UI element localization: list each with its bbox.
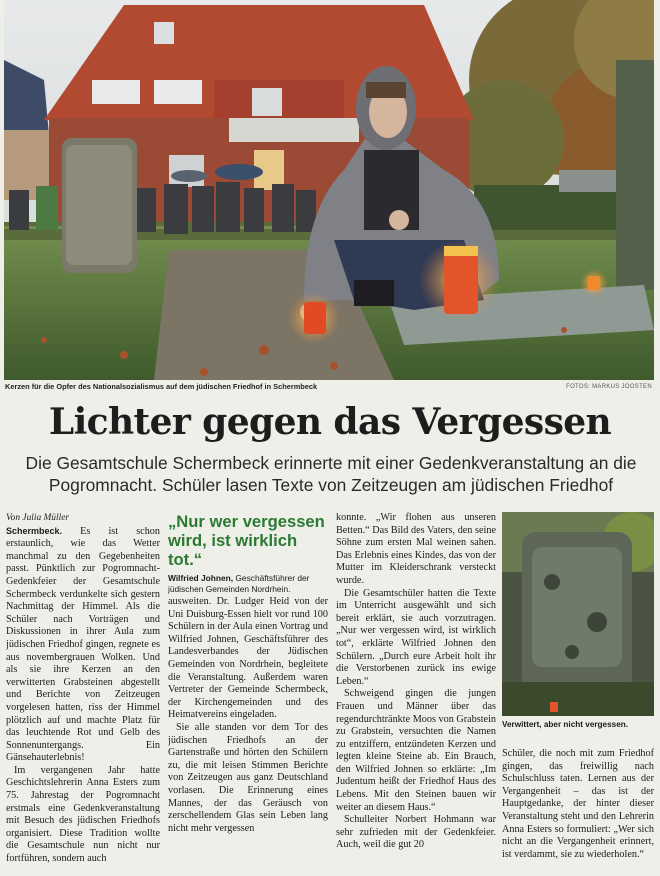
paragraph-text: Es ist schon erstaunlich, wie das Wetter manchmal zu den Gegebenheiten passt. Pünktlich zur Pogromnacht-Gedenkfeier der Gesamtschule Schermbeck verdunkelte sich gestern Nachmittag der Himmel. Als die Schüler nach Vorträgen und Diskussionen in ihrer Aula zum jüdischen Friedhof gingen, regnete es aus novembergrauen Wolken. Und als sie ihre Kerzen an den verwitterten Grabsteinen abgestellt und Berichte von Zeitzeugen vorgelesen hatten, riss der Himmel plötzlich auf und machte Platz für das leuchtende Rot und Gelb des Sonnenuntergangs. Ein Gänsehauterlebnis! (6, 525, 160, 764)
paragraph (6, 525, 160, 765)
gravestone-image (502, 512, 654, 716)
paragraph: Im vergangenen Jahr hatte Geschichtslehrerin Anna Esters zum 75. Jahrestag der Pogromnacht erstmals eine Gedenkveranstaltung mit Besuch des jüdischen Friedhofs organisiert. Diese Tradition wollte die Gesamtschule nun nicht nur fortführen, sondern auch (6, 764, 160, 865)
pull-quote: „Nur wer vergessen wird, ist wirklich tot.“ (168, 512, 325, 569)
hero-photo (4, 0, 654, 380)
side-photo-caption: Verwittert, aber nicht vergessen. (502, 720, 629, 729)
paragraph: Schüler, die noch mit zum Friedhof gingen, das freiwillig nach Schulschluss taten. Lernen aus der Vergangenheit – das ist der Hauptgedanke, der hinter dieser Veranstaltung steht und den Lehrerin Anna Esters so formuliert: „Wer sich nicht an die Vergangenheit erinnert, ist verdammt, sie zu wiederholen.“ (502, 748, 654, 860)
paragraph: Sie alle standen vor dem Tor des jüdischen Friedhofs an der Gartenstraße und hörten den Schülern zu, die mit leisen Stimmen Berichte von Zeitzeugen aus ganz Deutschland vorlasen. Die Erinnerung eines Mannes, der das Geräusch von zerschellendem Glas sein Leben lang nicht mehr vergessen (168, 721, 328, 834)
article-subhead: Die Gesamtschule Schermbeck erinnerte mit einer Gedenkveranstaltung an die Pogromnacht. Schüler lasen Texte von Zeitzeugen am jüdischen Friedhof (25, 453, 637, 495)
byline: Von Julia Müller (6, 513, 70, 523)
quote-author: Wilfried Johnen, (168, 573, 234, 583)
paragraph: ausweiten. Dr. Ludger Heid von der Uni Duisburg-Essen hielt vor rund 100 Schülern in der Aula einen Vortrag und Wilfried Johnen, Geschäftsführer des Landesverbandes der Jüdischen Gemeinden von Nordrhein, begleitete die Veranstaltung. Außerdem waren Vertreter der Gemeinde Schermbeck, der Kirchengemeinden und des Heimatvereins eingeladen. (168, 596, 328, 721)
paragraph: Schulleiter Norbert Hohmann war sehr zufrieden mit der Gedenkfeier. Auch, weil die gut 20 (336, 814, 496, 851)
article-column-2 (168, 596, 328, 876)
dateline: Schermbeck. (6, 525, 63, 536)
article-column-4 (502, 748, 654, 876)
paragraph: Die Gesamtschüler hatten die Texte im Unterricht ausgewählt und sich bereit erklärt, sie auch vorzutragen. „Nur wer vergessen wird, ist wirklich tot“, erklärte Wilfried Johnen den Schülern. „Durch eure Arbeit holt ihr die Verstorbenen zurück ins ewige Leben.“ (336, 587, 496, 687)
article-headline: Lichter gegen das Vergessen (48, 401, 612, 443)
candle-small-icon (304, 302, 326, 334)
article-column-3 (336, 512, 496, 876)
article-column-1 (6, 512, 160, 876)
photo-credit: FOTOS: MARKUS JOOSTEN (566, 384, 652, 390)
quote-author-role: Geschäftsführer der jüdischen Gemeinden Nordrhein. (168, 573, 310, 594)
paragraph: Schweigend gingen die jungen Frauen und Männer über das regendurchtränkte Moos von Grabstein zu Grabstein, versuchten die Namen zu entziffern, entzündeten Kerzen und legten kleine Steine ab. Ein Brauch, den Wilfried Johnen so erklärte: „Im Judentum heißt der Friedhof Haus des Lebens. Mit den Steinen bauen wir weiter an diesem Haus.“ (336, 688, 496, 813)
pull-quote-attribution (168, 573, 328, 595)
candle-large-icon (444, 246, 478, 314)
gravestone-photo (502, 512, 654, 716)
cemetery-candle-photo (4, 0, 654, 380)
photo-caption: Kerzen für die Opfer des Nationalsozialismus auf dem jüdischen Friedhof in Schermbeck (5, 382, 318, 391)
paragraph: konnte. „Wir flohen aus unseren Betten.“ Das Bild des Vaters, den seine Söhne zum ersten Mal weinen sahen. Das Erlebnis eines Kindes, das von der Mutter im Kleiderschrank versteckt wurde. (336, 512, 496, 586)
